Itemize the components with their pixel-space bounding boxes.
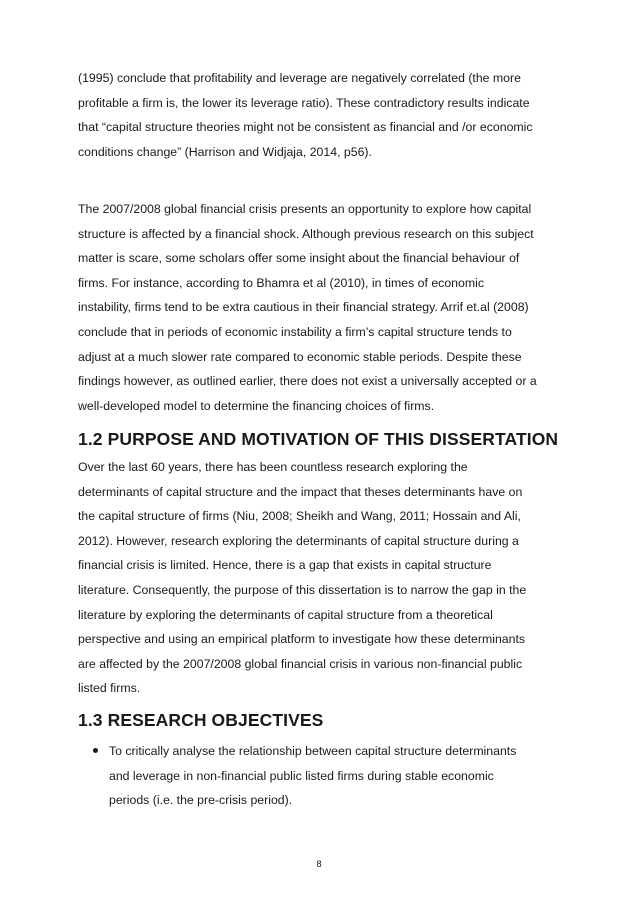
paragraph-purpose xyxy=(78,455,526,701)
document-page xyxy=(78,66,568,808)
text-line: the capital structure of firms (Niu, 2008; Sheikh and Wang, 2011; Hossain and Ali, xyxy=(78,509,521,524)
list-item xyxy=(78,739,568,813)
paragraph-financial-crisis xyxy=(78,197,537,418)
text-line: financial crisis is limited. Hence, there is a gap that exists in capital structure xyxy=(78,558,492,573)
text-line: conclude that in periods of economic instability a firm’s capital structure tends to xyxy=(78,324,512,339)
text-line: matter is scare, some scholars offer some insight about the financial behaviour of xyxy=(78,251,520,266)
paragraph-conclusion xyxy=(78,66,568,164)
text-line: The 2007/2008 global financial crisis presents an opportunity to explore how capital xyxy=(78,202,532,216)
text-line: To critically analyse the relationship between capital structure determinants xyxy=(109,744,517,758)
text-line: literature by exploring the determinants of capital structure from a theoretical xyxy=(78,607,493,622)
text-line: instability, firms tend to be extra cautious in their financial strategy. Arrif et.al (2008) xyxy=(78,300,529,315)
text-line: are affected by the 2007/2008 global financial crisis in various non-financial public xyxy=(78,656,523,671)
text-line: profitable a firm is, the lower its leverage ratio). These contradictory results indicate xyxy=(78,95,530,110)
objectives-list xyxy=(78,739,568,813)
text-line: Over the last 60 years, there has been countless research exploring the xyxy=(78,460,468,474)
section-heading-purpose: 1.2 PURPOSE AND MOTIVATION OF THIS DISSERTATION xyxy=(78,429,559,449)
text-line: 2012). However, research exploring the determinants of capital structure during a xyxy=(78,533,519,548)
text-line: structure is affected by a financial shock. Although previous research on this subject xyxy=(78,226,534,241)
text-line: conditions change” (Harrison and Widjaja, 2014, p56). xyxy=(78,144,372,159)
text-line: periods (i.e. the pre-crisis period). xyxy=(109,793,293,808)
text-line: well-developed model to determine the financing choices of firms. xyxy=(78,398,435,413)
text-line: (1995) conclude that profitability and leverage are negatively correlated (the more xyxy=(78,71,521,85)
bullet-icon xyxy=(93,748,98,753)
section-heading-objectives: 1.3 RESEARCH OBJECTIVES xyxy=(78,710,324,730)
text-line: and leverage in non-financial public listed firms during stable economic xyxy=(109,768,494,783)
text-line: findings however, as outlined earlier, there does not exist a universally accepted or a xyxy=(78,374,537,389)
text-line: that “capital structure theories might not be consistent as financial and /or economic xyxy=(78,120,533,135)
text-line: firms. For instance, according to Bhamra et al (2010), in times of economic xyxy=(78,275,484,290)
text-line: literature. Consequently, the purpose of this dissertation is to narrow the gap in the xyxy=(78,582,527,597)
text-line: listed firms. xyxy=(78,681,141,696)
text-line: determinants of capital structure and the impact that theses determinants have on xyxy=(78,484,523,499)
text-line: adjust at a much slower rate compared to economic stable periods. Despite these xyxy=(78,349,522,364)
page-number: 8 xyxy=(316,859,322,870)
text-line: perspective and using an empirical platform to investigate how these determinants xyxy=(78,632,526,647)
